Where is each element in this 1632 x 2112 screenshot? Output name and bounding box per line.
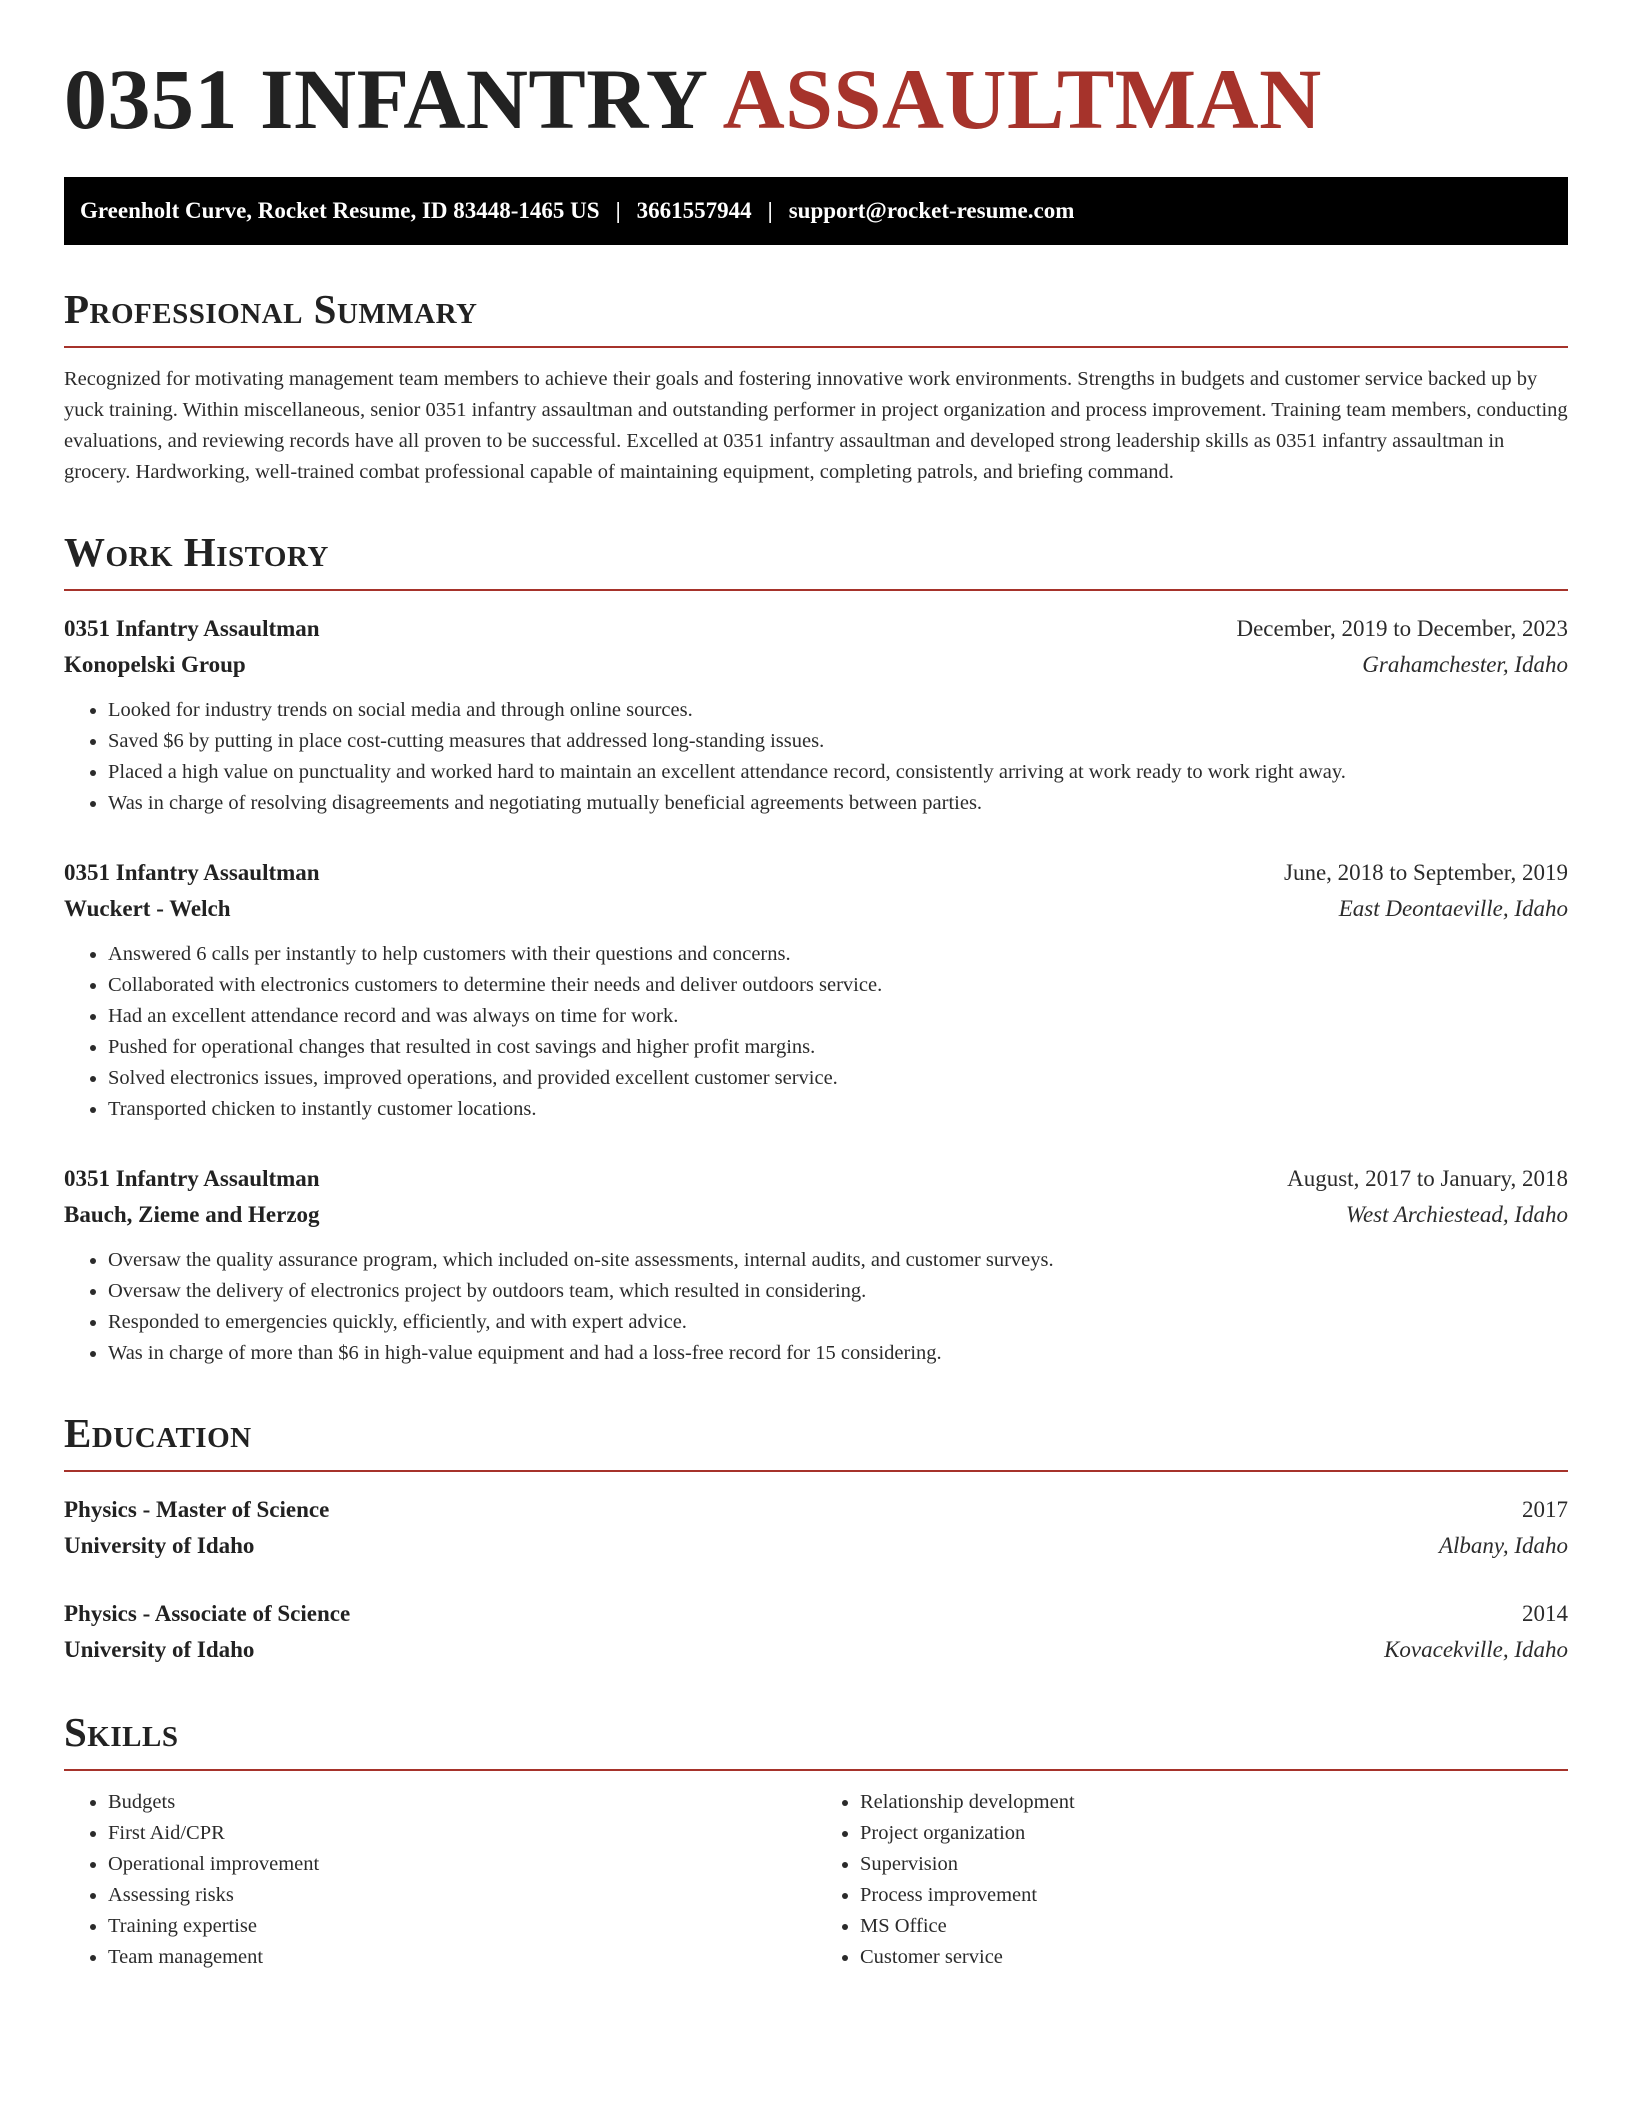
education-year: 2014	[1522, 1601, 1568, 1626]
job-bullet: • Had an excellent attendance record and was always on time for work.	[108, 1001, 1568, 1032]
job-bullet: • Collaborated with electronics customers to determine their needs and deliver outdoors service.	[108, 970, 1568, 1001]
job-dates: December, 2019 to December, 2023	[1236, 616, 1568, 641]
job-bullet: • Answered 6 calls per instantly to help customers with their questions and concerns.	[108, 939, 1568, 970]
job-location: Grahamchester, Idaho	[1362, 652, 1568, 677]
job-bullet: • Looked for industry trends on social media and through online sources.	[108, 695, 1568, 726]
contact-phone: 3661557944	[636, 198, 752, 223]
job-dates: June, 2018 to September, 2019	[1284, 860, 1568, 885]
skill-item: • Assessing risks	[108, 1880, 816, 1911]
job-title: 0351 Infantry Assaultman	[64, 860, 320, 885]
summary-section	[64, 286, 1568, 488]
job-bullets	[64, 939, 1568, 1125]
job-bullet: • Placed a high value on punctuality and worked hard to maintain an excellent attendance record, consistently arriving at work ready to work right away.	[108, 757, 1568, 788]
contact-separator: |	[767, 198, 773, 223]
name-accent: ASSAULTMAN	[722, 51, 1322, 147]
job-location: West Archiestead, Idaho	[1345, 1202, 1568, 1227]
skill-item: • Operational improvement	[108, 1849, 816, 1880]
skill-item: • First Aid/CPR	[108, 1818, 816, 1849]
job-entry	[64, 855, 1568, 1125]
skills-list-left	[64, 1787, 816, 1973]
education-entry	[64, 1492, 1568, 1564]
education-location: Albany, Idaho	[1438, 1533, 1568, 1558]
skill-item: • Relationship development	[860, 1787, 1568, 1818]
skill-item: • Supervision	[860, 1849, 1568, 1880]
name-title: 0351 INFANTRY	[64, 51, 706, 147]
education-school: University of Idaho	[64, 1637, 255, 1662]
contact-bar	[64, 177, 1568, 245]
resume-name	[64, 51, 1568, 147]
skill-item: • Process improvement	[860, 1880, 1568, 1911]
skill-item: • Customer service	[860, 1942, 1568, 1973]
job-company: Wuckert - Welch	[64, 896, 231, 921]
summary-heading: Professional Summary	[64, 289, 1568, 348]
skill-item: • Training expertise	[108, 1911, 816, 1942]
contact-address: Greenholt Curve, Rocket Resume, ID 83448-1465 US	[80, 198, 600, 223]
skill-item: • Project organization	[860, 1818, 1568, 1849]
skills-section	[64, 1709, 1568, 1973]
skills-heading: Skills	[64, 1712, 1568, 1771]
job-bullet: • Transported chicken to instantly customer locations.	[108, 1094, 1568, 1125]
education-heading: Education	[64, 1413, 1568, 1472]
education-year: 2017	[1522, 1497, 1568, 1522]
job-bullet: • Saved $6 by putting in place cost-cutting measures that addressed long-standing issues.	[108, 726, 1568, 757]
job-company: Bauch, Zieme and Herzog	[64, 1202, 320, 1227]
job-location: East Deontaeville, Idaho	[1338, 896, 1568, 921]
skills-columns	[64, 1787, 1568, 1973]
job-bullet: • Was in charge of resolving disagreements and negotiating mutually beneficial agreements between parties.	[108, 788, 1568, 819]
job-bullet: • Oversaw the quality assurance program, which included on-site assessments, internal audits, and customer surveys.	[108, 1245, 1568, 1276]
skill-item: • Team management	[108, 1942, 816, 1973]
job-bullet: • Was in charge of more than $6 in high-value equipment and had a loss-free record for 15 considering.	[108, 1338, 1568, 1369]
work-history-section	[64, 529, 1568, 1369]
summary-text: Recognized for motivating management team members to achieve their goals and fostering innovative work environments. Strengths in budgets and customer service backed up by yuck training. Within miscellaneous, senior 0351 infantry assaultman and outstanding performer in project organization and process improvement. Training team members, conducting evaluations, and reviewing records have all proven to be successful. Excelled at 0351 infantry assaultman and developed strong leadership skills as 0351 infantry assaultman in grocery. Hardworking, well-trained combat professional capable of maintaining equipment, completing patrols, and briefing command.	[64, 368, 1568, 483]
education-school: University of Idaho	[64, 1533, 255, 1558]
job-entry	[64, 611, 1568, 819]
job-entry	[64, 1161, 1568, 1369]
education-section	[64, 1410, 1568, 1668]
job-title: 0351 Infantry Assaultman	[64, 1166, 320, 1191]
contact-separator: |	[615, 198, 621, 223]
job-bullet: • Oversaw the delivery of electronics project by outdoors team, which resulted in considering.	[108, 1276, 1568, 1307]
job-dates: August, 2017 to January, 2018	[1287, 1166, 1568, 1191]
education-location: Kovacekville, Idaho	[1384, 1637, 1568, 1662]
skills-list-right	[816, 1787, 1568, 1973]
job-bullet: • Pushed for operational changes that resulted in cost savings and higher profit margins.	[108, 1032, 1568, 1063]
job-company: Konopelski Group	[64, 652, 246, 677]
education-degree: Physics - Associate of Science	[64, 1601, 351, 1626]
job-bullet: • Solved electronics issues, improved operations, and provided excellent customer service.	[108, 1063, 1568, 1094]
work-history-heading: Work History	[64, 532, 1568, 591]
job-title: 0351 Infantry Assaultman	[64, 616, 320, 641]
skill-item: • Budgets	[108, 1787, 816, 1818]
job-bullets	[64, 695, 1568, 819]
job-bullets	[64, 1245, 1568, 1369]
education-degree: Physics - Master of Science	[64, 1497, 330, 1522]
skill-item: • MS Office	[860, 1911, 1568, 1942]
job-bullet: • Responded to emergencies quickly, efficiently, and with expert advice.	[108, 1307, 1568, 1338]
education-entry	[64, 1596, 1568, 1668]
contact-email: support@rocket-resume.com	[788, 198, 1075, 223]
